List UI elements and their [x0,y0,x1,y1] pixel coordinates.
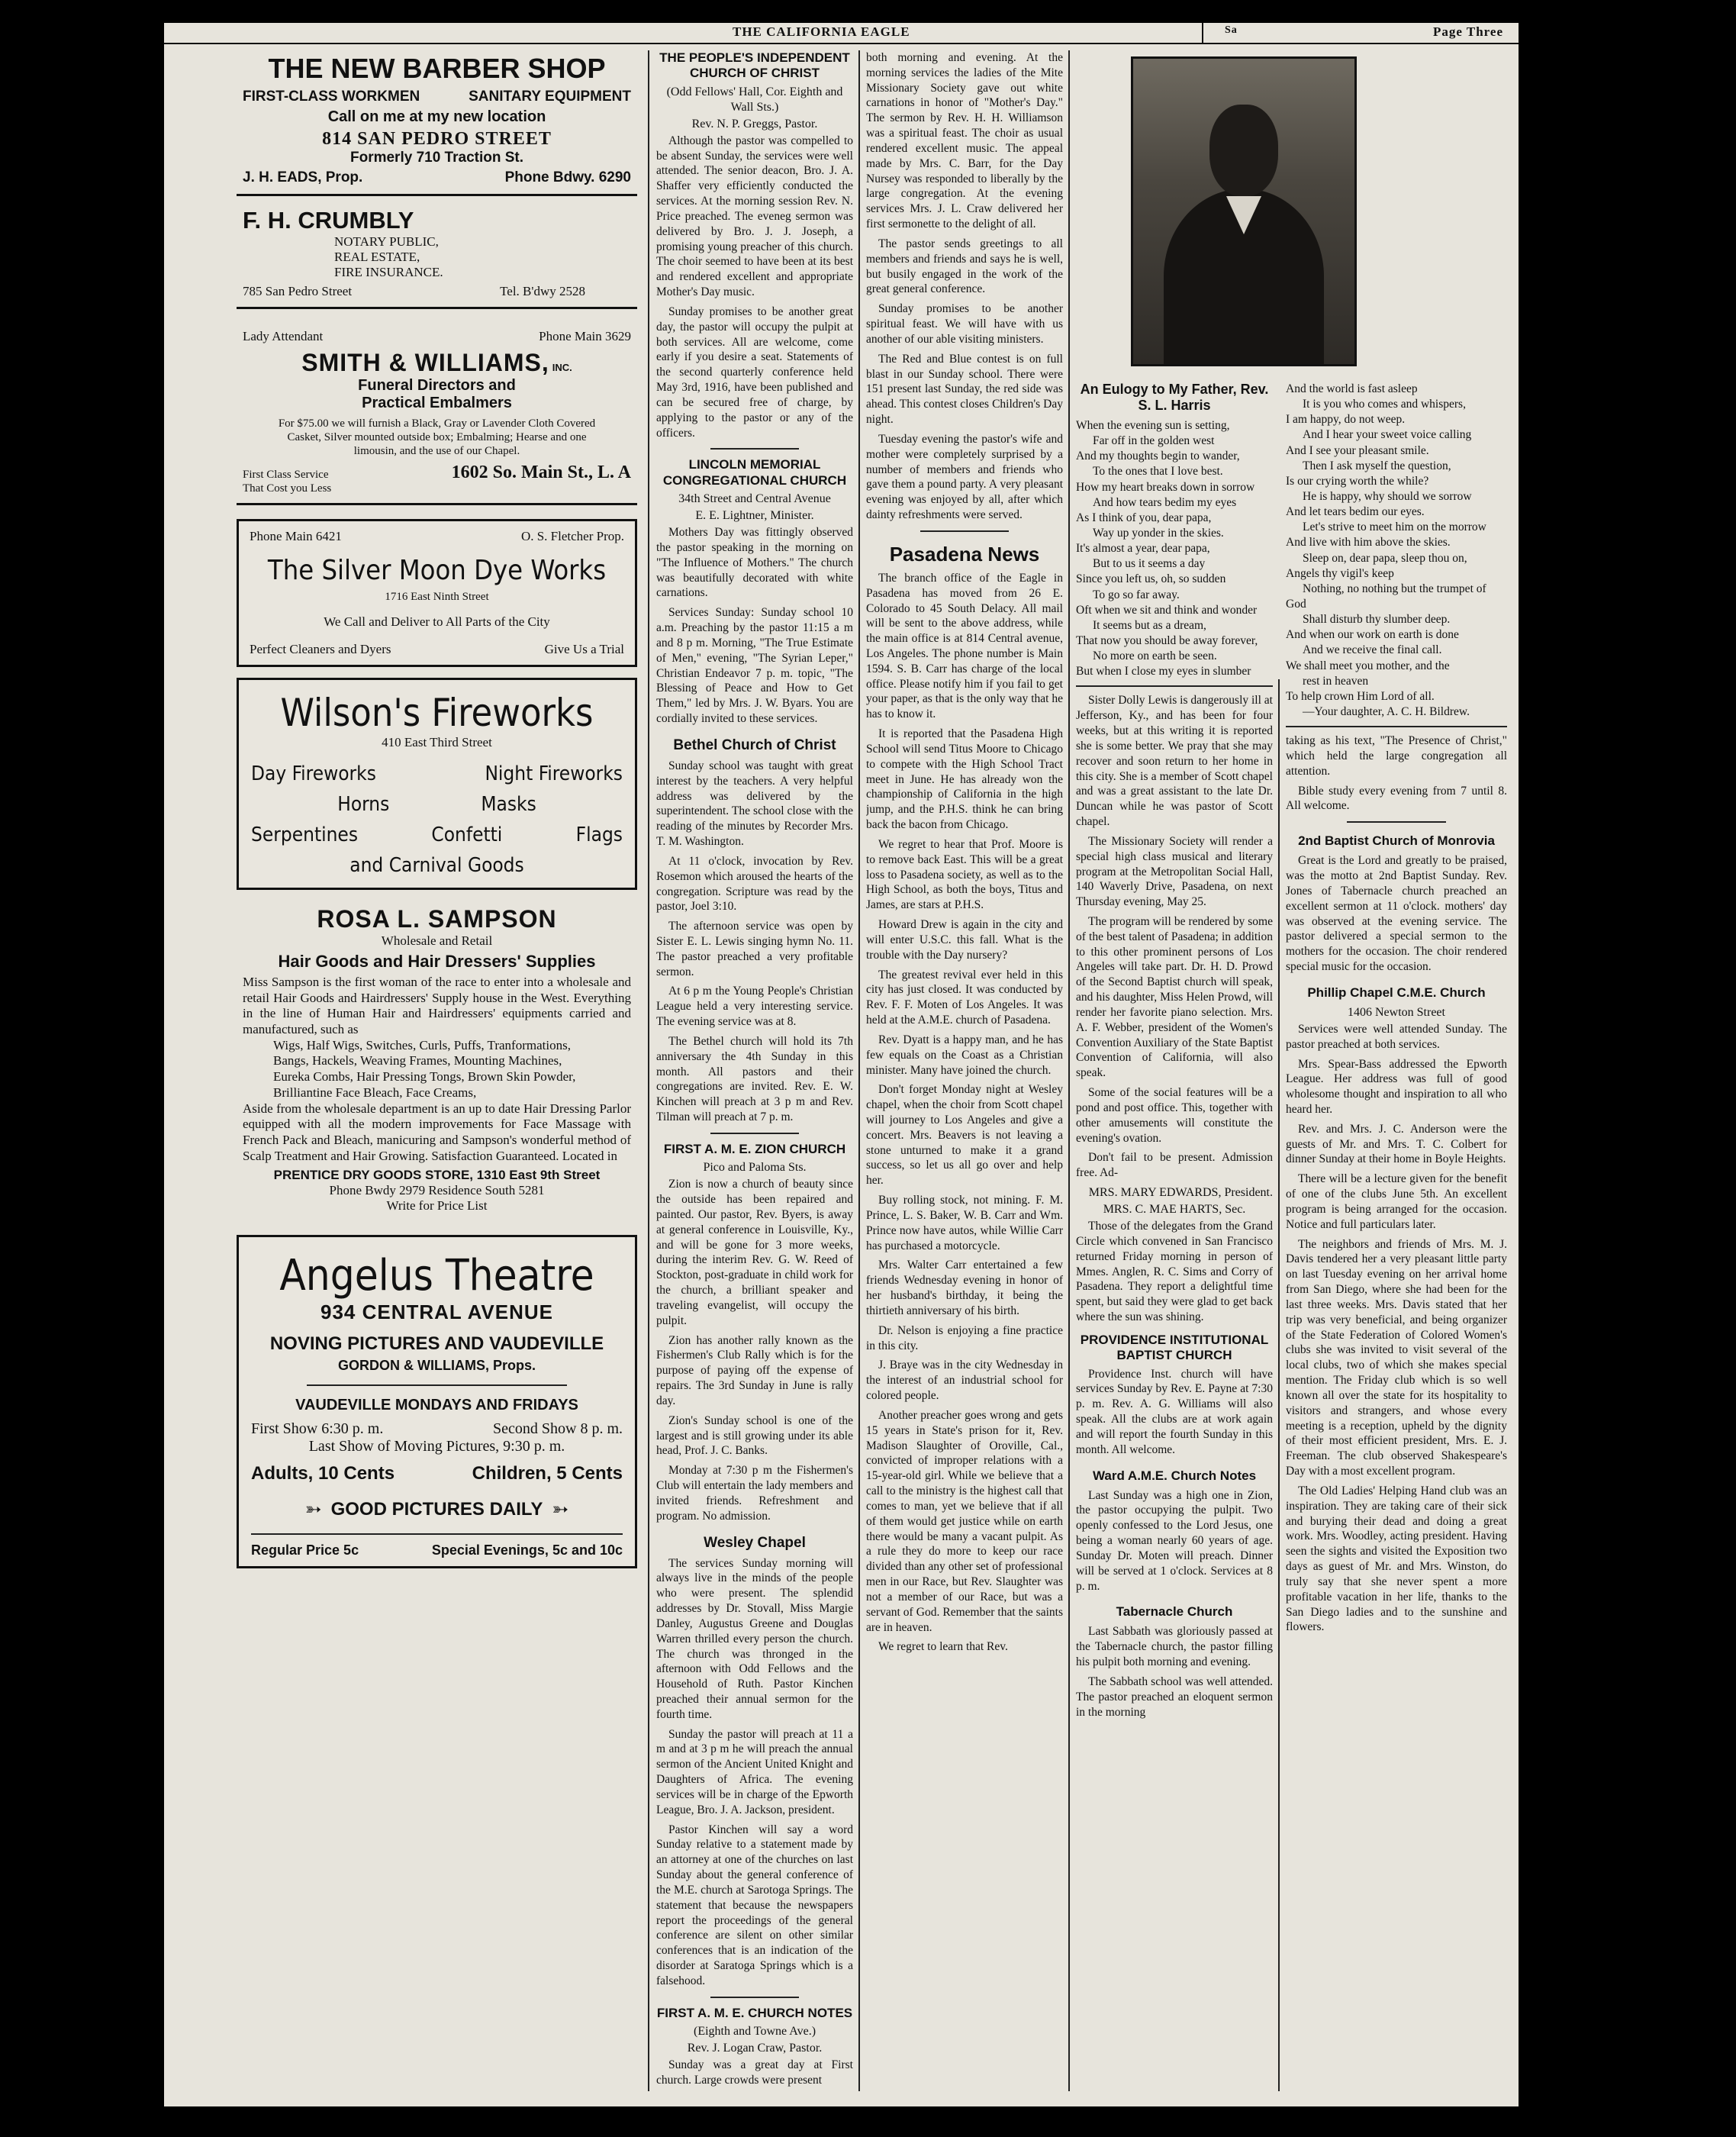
article-headline: Pasadena News [889,542,1040,566]
ad-text: Phone Main 3629 [539,328,631,343]
ad-text: NOTARY PUBLIC, [334,234,439,249]
ad-text: Horns [337,792,390,816]
ad-title: ROSA L. SAMPSON [317,904,557,933]
paragraph: Services were well attended Sunday. The pastor preached at both services. [1286,1022,1507,1051]
paragraph: Sunday was a great day at First church. Large crowds were present [656,2058,853,2087]
ad-text: First Class Service [243,468,329,481]
article-headline: Ward A.M.E. Church Notes [1092,1468,1257,1483]
ad-text: O. S. Fletcher Prop. [520,528,624,543]
ad-text: FIRST-CLASS WORKMEN [243,88,420,105]
paragraph: Mrs. Walter Carr entertained a few friends Wednesday evening in honor of her husband's birthday, it being the thirtieth anniversary of his birth. [866,1259,1063,1317]
ad-text: Miss Sampson is the first woman of the race to enter into a wholesale and retail Hair Goods and Hairdressers' Supply house in the West. Everything in the line of Human Hair and Hairdressers' equipments carried and manufactured, such as [243,974,631,1036]
paragraph: Another preacher goes wrong and gets 15 years in State's prison for it, Rev. Madison Slaughter of Oroville, Cal., convicted of improper relations with a 15-year-old girl. While we believe that a call to the ministry is the highest call that comes to man, yet we believe that if all of them would get justice while on earth there would be many a vacant pulpit. As a rule they do more to keep our race divided than any other set of professional men in our Race, but Rev. Slaughter was not a member of our Race, but was a servant of God. Remember that the saints are in heaven. [866,1408,1063,1634]
poem-line: Shall disturb thy slumber deep. [1303,613,1451,627]
paragraph: We regret to learn that Rev. [878,1640,1008,1654]
ad-text: Wholesale and Retail [381,933,493,948]
paragraph: taking as his text, "The Presence of Christ," which held the large congregation all attention. [1286,734,1507,778]
poem-line: God [1286,597,1306,611]
ad-text: We Call and Deliver to All Parts of the City [324,614,550,629]
poem-line: And let tears bedim our eyes. [1286,505,1425,519]
arrow-ornament-icon: ➳ [552,1497,569,1520]
poem-line: Let's strive to meet him on the morrow [1303,521,1486,534]
article-headline: FIRST A. M. E. ZION CHURCH [663,1141,846,1156]
paragraph: We regret to hear that Prof. Moore is to remove back East. This will be a great loss to Pasadena society, as well as to the High School, as both the boys, Titus and James, are stars at P.H.S. [866,837,1063,912]
masthead-mark: Sa [1225,24,1238,36]
poem-line: And the world is fast asleep [1286,382,1418,395]
ad-text: Flags [575,823,623,846]
barber-shop-ad [237,50,637,196]
column-5 [1286,382,1507,2099]
paragraph: The Missionary Society will render a special high class musical and literary program at the Metropolitan Social Hall, 140 Waverly Drive, Pasadena, on next Thursday evening, May 25. [1076,834,1273,909]
paragraph: Last Sunday was a high one in Zion, the pastor occupying the pulpit. Two openly confessed to the Lord Jesus, one being a woman nearly 60 years of age. Sunday Dr. Moten will preach. Dinner will be served at 1 o'clock. Services at 8 p. m. [1076,1488,1273,1593]
ad-text: Serpentines [251,823,359,846]
poem-line: And how tears bedim my eyes [1093,495,1237,509]
article-subhead: Pico and Paloma Sts. [703,1161,807,1175]
ad-text: Night Fireworks [485,762,623,785]
column-3 [866,50,1063,2099]
ad-text: Lady Attendant [243,328,324,343]
ad-address: 934 CENTRAL AVENUE [320,1300,554,1323]
poem-line: Far off in the golden west [1093,434,1215,448]
paragraph: Mrs. Spear-Bass addressed the Epworth League. Her address was full of good wholesome thought and inspiration to all who heard her. [1286,1057,1507,1116]
arrow-ornament-icon: ➳ [304,1497,322,1520]
paragraph: Although the pastor was compelled to be absent Sunday, the services were well attended. The senior deacon, Bro. J. A. Shaffer very efficiently conducted the services. At the morning session Rev. N. Price preached. The eveneg sermon was delivered by Bro. J. J. Joseph, a promising young preacher of this church. The choir seemed to have been at its best and rendered excellent and appropriate Mother's Day music. [656,134,853,299]
poem-line: To help crown Him Lord of all. [1286,689,1435,703]
smith-williams-ad [237,326,637,505]
ad-text: Confetti [431,823,503,846]
poem-line: And live with him above the skies. [1286,536,1451,550]
paragraph: At 6 p m the Young People's Christian League held a very interesting service. The evening service was at 8. [656,985,853,1029]
ad-text: Hair Goods and Hair Dressers' Supplies [278,951,596,971]
column-rule [648,50,649,2091]
article-subhead: Rev. J. Logan Craw, Pastor. [687,2042,823,2055]
article-subhead: 1406 Newton Street [1348,1005,1445,1019]
ad-text: Phone Main 6421 [250,528,342,543]
paragraph: Howard Drew is again in the city and will enter U.S.C. this fall. What is the trouble with the Day nursery? [866,918,1063,962]
paragraph: Buy rolling stock, not mining. F. M. Prince, L. S. Baker, W. B. Carr and Wm. Prince now have autos, while Willie Carr has purchased a motorcycle. [866,1194,1063,1252]
angelus-theatre-ad [237,1235,637,1568]
poem-line: And I hear your sweet voice calling [1303,428,1472,442]
poem-line: But to us it seems a day [1093,557,1206,571]
article-subhead: Rev. N. P. Greggs, Pastor. [691,117,818,131]
ad-text: Second Show 8 p. m. [493,1420,623,1437]
article-headline: 2nd Baptist Church of Monrovia [1298,833,1495,849]
paragraph: both morning and evening. At the morning services the ladies of the Mite Missionary Society gave out white carnations in honor of "Mother's Day." The sermon by Rev. H. H. Williamson was a spiritual feast. The choir as usual rendered excellent music. The appeal made by Mrs. C. Barr, for the Day Nursey was responded to liberally by the large congregation. At the evening services Mrs. J. L. Craw delivered her first sermonette to the delight of all. [866,51,1063,231]
ad-address: 1602 So. Main St., L. A [451,462,631,482]
column-rule [858,50,860,2091]
masthead [164,23,1519,44]
article-headline: An Eulogy to My Father, Rev. S. L. Harris [1080,382,1269,413]
ad-text: FIRE INSURANCE. [334,265,443,280]
eulogy-poem-part-2 [1286,382,1507,720]
paragraph: Providence Inst. church will have services Sunday by Rev. E. Payne at 7:30 p. m. Rev. A. G. Williams will also speak. All the clubs are at work again and will report the fourth Sunday in this month. All welcome. [1076,1367,1273,1456]
poem-line: As I think of you, dear papa, [1076,511,1212,524]
paragraph: Those of the delegates from the Grand Circle which convened in San Francisco returned Friday morning in person of Mmes. Anglen, R. C. Sims and Corry of Pasadena. They report a delightful time spent, but said they were glad to get back where the sun was shining. [1076,1220,1273,1324]
poem-line: And when our work on earth is done [1286,628,1459,642]
signature: MRS. C. MAE HARTS, Sec. [1103,1203,1246,1217]
poem-line: Then I ask myself the question, [1303,459,1451,472]
paragraph: Don't fail to be present. Admission free. Ad- [1076,1151,1273,1180]
paragraph: Bible study every evening from 7 until 8. All welcome. [1286,784,1507,813]
ad-text: Phone Bdwy. 6290 [504,169,631,185]
poem-line: Since you left us, oh, so sudden [1076,572,1226,586]
column-4 [1076,382,1273,2099]
ad-text: Wigs, Half Wigs, Switches, Curls, Puffs, Tranformations, Bangs, Hackels, Weaving Frames, Mounting Machines, Eureka Combs, Hair Pressing Tongs, Brown Skin Powder, Brilliantine Face Bleach, Face Creams, [273,1037,576,1100]
paragraph: Tuesday evening the pastor's wife and mother were completely surprised by a number of members and friends who gave them a pound party. A very pleasant evening was enjoyed by all, after which dainty refreshments were served. [866,432,1063,522]
article-subhead: (Odd Fellows' Hall, Cor. Eighth and Wall Sts.) [666,85,843,114]
ad-text: For $75.00 we will furnish a Black, Gray or Lavender Cloth Covered Casket, Silver mounted outside box; Embalming; Hearse and one limousin, and the use of our Chapel. [278,417,596,457]
poem-line: Oft when we sit and think and wonder [1076,603,1258,617]
poem-line: —Your daughter, A. C. H. Bildrew. [1303,704,1470,718]
paper-name: THE CALIFORNIA EAGLE [733,24,910,39]
paragraph: The neighbors and friends of Mrs. M. J. Davis tendered her a very pleasant little party on last Tuesday evening on her arrival home from San Diego, where she had been for the last three weeks. Mrs. Davis stated that her trip was very beneficial, and being organizer of the State Federation of Colored Women's clubs she was invited to visit several of the local clubs, two of which she makes special mention. The Friday club which is so well known all over the state for its hospitality to visitors and strangers, and whose every meeting is a reception, upheld by the dignity of their most efficient president, Mrs. E. J. Freeman. The club observed Shakespeare's Day with a most excellent program. [1286,1237,1507,1478]
paragraph: Don't forget Monday night at Wesley chapel, when the choir from Scott chapel will journey to Los Angeles and give a concert. Mrs. Beavers is not leaving a stone unturned to make it a grand success, so let us all go over and help her. [866,1083,1063,1188]
ad-title: The Silver Moon Dye Works [267,554,607,586]
paragraph: Sunday school was taught with great interest by the teachers. A very helpful address was delivered by the superintendent. The school close with the reading of the minutes by Recorder Mrs. T. M. Washington. [656,759,853,849]
poem-line: Is our crying worth the while? [1286,474,1429,488]
paragraph: The Red and Blue contest is on full blast in our Sunday school. There were 151 present last Sunday, the red side was ahead. This contest closes Children's Day night. [866,352,1063,427]
article-headline: Wesley Chapel [704,1534,806,1551]
poem-line: rest in heaven [1303,674,1369,688]
ad-text: Perfect Cleaners and Dyers [250,641,391,656]
article-headline: FIRST A. M. E. CHURCH NOTES [656,2005,853,2020]
ad-text: Adults, 10 Cents [251,1462,395,1484]
poem-line: But when I close my eyes in slumber [1076,665,1251,678]
newspaper-page [164,23,1519,2106]
ad-text: Phone Bwdy 2979 Residence South 5281 [329,1182,545,1197]
paragraph: The Old Ladies' Helping Hand club was an inspiration. They are taking care of their sick and burying their dead and doing a great work. Mrs. Woodley, acting president. Having seen the sights and visited the Exposition two days as guest of Mr. and Mrs. Winston, do truly say that she never spent a more profitable vacation in her life, thanks to the San Diego ladies and to the sunshine and flowers. [1286,1484,1507,1634]
ad-title: THE NEW BARBER SHOP [268,53,606,84]
poem-line: We shall meet you mother, and the [1286,659,1450,672]
poem-line: And my thoughts begin to wander, [1076,450,1240,463]
ad-title: Angelus Theatre [279,1250,594,1301]
article-subhead: (Eighth and Towne Ave.) [693,2025,816,2039]
poem-line: It seems but as a dream, [1093,618,1206,632]
poem-line: He is happy, why should we sorrow [1303,489,1472,503]
ad-text: SANITARY EQUIPMENT [469,88,631,105]
ad-text: J. H. EADS, Prop. [243,169,363,185]
paragraph: The greatest revival ever held in this city has just closed. It was conducted by Rev. F. F. Moten of Los Angeles. It was held at the A.M.E. church of Pasadena. [866,968,1063,1027]
ad-text: REAL ESTATE, [334,249,420,264]
article-headline: THE PEOPLE'S INDEPENDENT CHURCH OF CHRIST [659,50,850,81]
ad-address: 814 SAN PEDRO STREET [322,128,552,149]
poem-line: And we receive the final call. [1303,643,1442,657]
paragraph: It is reported that the Pasadena High School will send Titus Moore to Chicago to compete with the High School Tract meet in June. He has already won the championship of California in the high jump, and the P.H.S. think he can bring back the bacon from Chicago. [866,727,1063,832]
paragraph: Monday at 7:30 p m the Fishermen's Club will entertain the lady members and invited friends. Refreshment and program. No admission. [656,1464,853,1523]
article-headline: Tabernacle Church [1116,1604,1233,1620]
column-rule [1278,679,1280,2091]
paragraph: Last Sabbath was gloriously passed at the Tabernacle church, the pastor filling his pulpit both morning and evening. [1076,1625,1273,1669]
poem-line: That now you should be away forever, [1076,633,1258,647]
signature: MRS. MARY EDWARDS, President. [1088,1186,1273,1200]
ad-text: Aside from the wholesale department is an up to date Hair Dressing Parlor equipped with all the modern improvements for Face Massage with French Pack and Bleach, manicuring and Sampson's wonderful method of Scalp Treatment and Hair Growing. Satisfaction Guaranteed. Located in [243,1101,631,1163]
poem-line: It is you who comes and whispers, [1303,398,1466,411]
ad-text: Funeral Directors and [358,376,516,394]
ad-title: SMITH & WILLIAMS, [301,348,549,376]
portrait-photo-frame [1118,53,1370,374]
poem-line: To the ones that I love best. [1093,465,1223,479]
paragraph: Mothers Day was fittingly observed the pastor speaking in the morning on "The Influence of Mothers." The church was beautifully decorated with white carnations. [656,526,853,600]
article-headline: PROVIDENCE INSTITUTIONAL BAPTIST CHURCH [1080,1332,1269,1363]
paragraph: Rev. and Mrs. J. C. Anderson were the guests of Mr. and Mrs. T. C. Colbert for dinner Sunday at their home in Boyle Heights. [1286,1122,1507,1166]
ad-text: VAUDEVILLE MONDAYS AND FRIDAYS [295,1396,578,1413]
ad-text: Call on me at my new location [327,108,546,125]
ad-text: Formerly 710 Traction St. [349,149,524,166]
poem-line: I am happy, do not weep. [1286,413,1406,427]
paragraph: Sunday promises to be another spiritual feast. We will have with us another of our able visiting ministers. [866,302,1063,346]
ad-text: Give Us a Trial [544,641,624,656]
column-2 [656,50,853,2099]
portrait-photo [1131,56,1357,366]
poem-line: When the evening sun is setting, [1076,419,1230,432]
poem-line: Sleep on, dear papa, sleep thou on, [1303,551,1467,565]
ads-column [237,50,637,2099]
ad-text: Children, 5 Cents [472,1462,623,1484]
ad-text: GOOD PICTURES DAILY [330,1498,543,1520]
ad-text: GORDON & WILLIAMS, Props. [338,1357,536,1373]
article-headline: LINCOLN MEMORIAL CONGREGATIONAL CHURCH [662,457,847,488]
paragraph: Sister Dolly Lewis is dangerously ill at Jefferson, Ky., and has been for four weeks, but at this writing it is reported she is some better. We pray that she may recover and soon return to her home in this city. She is a member of Scott chapel and was a great assistant to the late Dr. Duncan while he was pastor of Scott chapel. [1076,694,1273,829]
silver-moon-ad [237,519,637,667]
paragraph: There will be a lecture given for the benefit of one of the clubs June 5th. An excellent program is being arranged for the occasion. Notice and full particulars later. [1286,1172,1507,1231]
paragraph: The services Sunday morning will always live in the minds of the people who were present. The splendid addresses by Dr. Stovall, Miss Margie Danley, Augustus Greene and Douglas Warren thrilled every person the church. The church was thronged in the afternoon with Odd Fellows and the Household of Ruth. Pastor Kinchen preached their annual sermon for the fourth time. [656,1556,853,1721]
paragraph: Sunday the pastor will preach at 11 a m and at 3 p m he will preach the annual sermon of the Ancient United Knight and Daughters of Africa. The evening services will be in charge of the Epworth League, Bro. J. A. Jackson, president. [656,1727,853,1816]
paragraph: The pastor sends greetings to all members and friends and says he is well, but busily engaged in the work of the great general conference. [866,237,1063,296]
paragraph: Services Sunday: Sunday school 10 a.m. Preaching by the pastor 11:15 a m and 8 p m. Morning, "The True Estimate of Men," evening, "The Syrian Leper," Christian Endeavor 7 p. m. topic, "The Blessing of Peace and How to Get Them," led by Mrs. J. W. Byars. You are cordially invited to these services. [656,606,853,726]
masthead-divider [1202,23,1203,43]
ad-text: Last Show of Moving Pictures, 9:30 p. m. [308,1437,565,1455]
ad-text: 1716 East Ninth Street [385,590,489,603]
ad-text: and Carnival Goods [349,853,524,877]
paragraph: J. Braye was in the city Wednesday in the interest of an industrial school for colored people. [866,1359,1063,1403]
ad-title: F. H. CRUMBLY [243,206,414,234]
ad-title: Wilson's Fireworks [280,690,594,735]
ad-text: Special Evenings, 5c and 10c [431,1542,623,1558]
ad-text: PRENTICE DRY GOODS STORE, 1310 East 9th Street [273,1167,601,1182]
ad-text: Regular Price 5c [251,1542,359,1558]
paragraph: Some of the social features will be a pond and post office. This, together with other amusements will constitute the evening's ovation. [1076,1086,1273,1145]
article-subhead: E. E. Lightner, Minister. [695,509,814,523]
poem-line: How my heart breaks down in sorrow [1076,480,1255,494]
paragraph: Sunday promises to be another great day, the pastor will occupy the pulpit at both services. All are welcome, come early if you desire a seat. Statements of the second quarterly conference held May 3rd, 1916, have been published and can be secured free of charge, by applying to the pastor or any of the officers. [656,305,853,440]
article-headline: Bethel Church of Christ [673,737,836,753]
article-subhead: 34th Street and Central Avenue [678,492,831,506]
ad-text: Masks [481,792,536,816]
ad-text: 785 San Pedro Street [243,283,353,298]
ad-text: First Show 6:30 p. m. [251,1420,384,1437]
paragraph: Rev. Dyatt is a happy man, and he has few equals on the Coast as a Christian minister. Many have joined the church. [866,1033,1063,1077]
paragraph: The Sabbath school was well attended. The pastor preached an eloquent sermon in the morning [1076,1674,1273,1719]
ad-text: Practical Embalmers [362,394,512,411]
ad-text: NOVING PICTURES AND VAUDEVILLE [269,1333,604,1354]
paragraph: Zion is now a church of beauty since the outside has been repaired and painted. Our pastor, Rev. Byers, is away at general conference in Louisville, Ky., and will be gone for 3 more weeks, during the interim Rev. G. W. Reed of Stockton, post-graduate in child work for the church, a brilliant speaker and traveling evangelist, will occupy the pulpit. [656,1178,853,1327]
poem-line: To go so far away. [1093,588,1180,601]
page-number: Page Three [1433,24,1503,39]
crumbly-ad [237,204,637,309]
paragraph: The Bethel church will hold its 7th anniversary the 4th Sunday in this month. All pastors and their congregations are invited. Rev. E. W. Kinchen will preach at 3 p m and Rev. Tilman will preach at 7 p. m. [656,1034,853,1124]
rosa-sampson-ad [237,901,637,1221]
column-rule [1068,50,1070,2091]
poem-line: Way up yonder in the skies. [1093,526,1224,540]
paragraph: Dr. Nelson is enjoying a fine practice in this city. [866,1323,1063,1352]
poem-line: And I see your pleasant smile. [1286,443,1429,457]
ad-text: Tel. B'dwy 2528 [500,283,585,298]
paragraph: Zion's Sunday school is one of the largest and is still growing under its able head, Prof. J. C. Banks. [656,1413,853,1458]
paragraph: The branch office of the Eagle in Pasadena has moved from 26 E. Colorado to 45 South Delacy. All mail will be sent to the above address, while the main office is at 814 Central avenue, Los Angeles. The phone number is Main 1594. S. B. Carr has charge of the local office. Please notify him if you fail to get your paper, as that is the only way that he has to know it. [866,571,1063,721]
paragraph: Zion has another rally known as the Fishermen's Club Rally which is for the purpose of paying off the expense of repairs. The 3rd Sunday in June is rally day. [656,1333,853,1407]
poem-line: Nothing, no nothing but the trumpet of [1303,582,1486,595]
ad-text: Write for Price List [386,1197,488,1213]
wilson-fireworks-ad [237,678,637,890]
poem-line: No more on earth be seen. [1093,649,1217,663]
article-headline: Phillip Chapel C.M.E. Church [1307,985,1486,1000]
paragraph: Great is the Lord and greatly to be praised, was the motto at 2nd Baptist Sunday. Rev. Jones of Tabernacle church preached an excellent sermon at 11 o'clock. mothers' day was observed at the evening service. The pastor delivered a special sermon to the mothers for the occasion. The choir rendered special music for the occasion. [1286,854,1507,974]
ad-text: INC. [552,361,572,373]
paragraph: The program will be rendered by some of the best talent of Pasadena; in addition to this other prominent persons of Los Angeles will take part. Dr. H. D. Prowd of the Second Baptist church will speak, and his daughter, Miss Helen Prowd, will render her favorite piano selection. Mrs. A. F. Webber, president of the Women's Convention Auxiliary of the State Baptist Convention of California, will also speak. [1076,914,1273,1080]
poem-line: Angels thy vigil's keep [1286,566,1394,580]
ad-text: Day Fireworks [251,762,376,785]
paragraph: At 11 o'clock, invocation by Rev. Rosemon which aroused the hearts of the congregation. Scripture was read by the pastor, Joel 3:10. [656,854,853,914]
ad-text: 410 East Third Street [382,734,492,749]
paragraph: The afternoon service was open by Sister E. L. Lewis singing hymn No. 11. The pastor preached a very profitable sermon. [656,920,853,978]
poem-line: It's almost a year, dear papa, [1076,542,1210,556]
eulogy-poem-part-1 [1076,418,1273,679]
paragraph: Pastor Kinchen will say a word Sunday relative to a statement made by an attorney at one of the churches on last Sunday about the general conference of the M.E. church at Sarotoga Springs. The statement that because the newspapers report the proceedings of the general conference are silent on other similar conferences that is an indication of the disorder at Saratoga Springs which is a falsehood. [656,1823,853,1987]
ad-text: That Cost you Less [243,482,332,495]
